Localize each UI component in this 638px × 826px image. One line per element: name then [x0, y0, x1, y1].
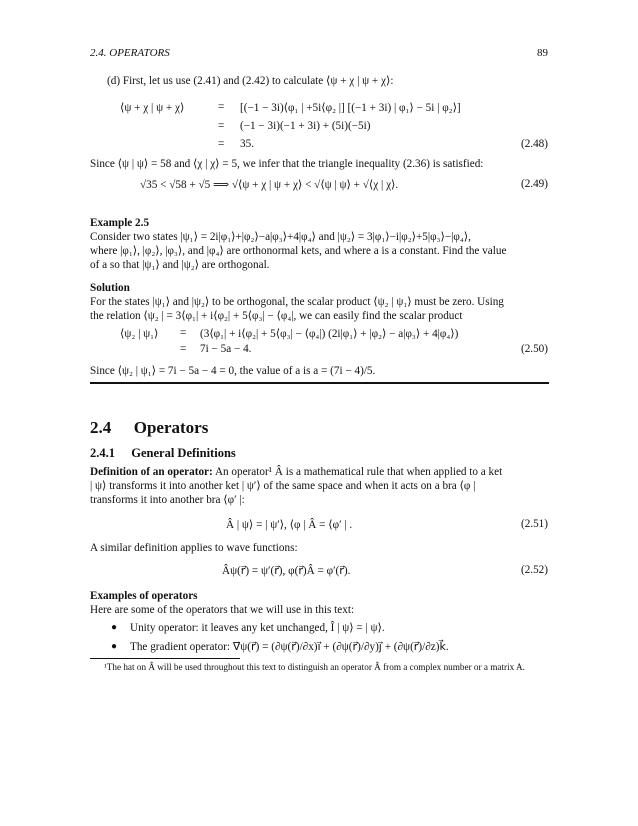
definition-line-3: transforms it into another bra ⟨φ′ |:: [90, 494, 245, 506]
solution-title: Solution: [90, 282, 130, 294]
eq-2-48-rel-1: =: [218, 101, 225, 113]
example-line-1: Consider two states |ψ₁⟩ = 2i|φ₁⟩+|φ₂⟩−a|φ₃⟩+4|φ₄⟩ and |ψ₂⟩ = 3|φ₁⟩−i|φ₂⟩+5|φ₃⟩−|φ₄⟩,: [90, 231, 471, 243]
wave-function-text: A similar definition applies to wave functions:: [90, 542, 298, 554]
footnote: ¹The hat on Â will be used throughout this text to distinguish an operator Â from a complex number or a matrix A.: [104, 662, 525, 672]
solution-conclusion: Since ⟨ψ₂ | ψ₁⟩ = 7i − 5a − 4 = 0, the value of a is a = (7i − 4)/5.: [90, 365, 376, 377]
eq-2-50-rel-2: =: [180, 343, 187, 355]
bullet-dot-icon: ●: [111, 622, 118, 633]
eq-2-49: √35 < √58 + √5 ⟹ √⟨ψ + χ | ψ + χ⟩ < √⟨ψ | ψ⟩ + √⟨χ | χ⟩.: [140, 179, 399, 191]
examples-title: Examples of operators: [90, 590, 198, 602]
example-line-3: of a so that |ψ₁⟩ and |ψ₂⟩ are orthogonal.: [90, 259, 270, 271]
bullet-unity-operator: Unity operator: it leaves any ket unchanged, Î | ψ⟩ = | ψ⟩.: [130, 622, 385, 634]
triangle-inequality-text: Since ⟨ψ | ψ⟩ = 58 and ⟨χ | χ⟩ = 5, we infer that the triangle inequality (2.36) is satisfied:: [90, 158, 484, 170]
section-title: Operators: [133, 418, 209, 437]
page-number: 89: [537, 47, 548, 59]
running-header: 2.4. OPERATORS: [90, 47, 170, 59]
eq-2-50-line-1: (3⟨φ₁| + i⟨φ₂| + 5⟨φ₃| − ⟨φ₄|) (2i|φ₁⟩ + |φ₂⟩ − a|φ₃⟩ + 4|φ₄⟩): [200, 328, 459, 340]
example-line-2: where |φ₁⟩, |φ₂⟩, |φ₃⟩, and |φ₄⟩ are orthonormal kets, and where a is a constant. Find the value: [90, 245, 507, 257]
example-end-rule: [90, 382, 549, 384]
eq-2-50-lhs: ⟨ψ₂ | ψ₁⟩: [120, 328, 159, 340]
eq-2-50-rel-1: =: [180, 327, 187, 339]
eq-2-51: Â | ψ⟩ = | ψ′⟩, ⟨φ | Â = ⟨φ′ | .: [226, 519, 353, 531]
bullet-dot-icon: ●: [111, 641, 118, 652]
eq-2-52: Âψ(r⃗) = ψ′(r⃗), φ(r⃗)Â = φ′(r⃗).: [222, 565, 351, 577]
example-title: Example 2.5: [90, 217, 150, 229]
eq-number-2-52: (2.52): [520, 564, 548, 576]
part-d-intro: (d) First, let us use (2.41) and (2.42) to calculate ⟨ψ + χ | ψ + χ⟩:: [107, 75, 394, 87]
definition-text-1: An operator¹ Â is a mathematical rule that when applied to a ket: [214, 466, 503, 478]
eq-number-2-50: (2.50): [520, 343, 548, 355]
eq-number-2-51: (2.51): [520, 518, 548, 530]
eq-2-48-rel-3: =: [218, 138, 225, 150]
subsection-heading: [90, 446, 236, 461]
subsection-number: 2.4.1: [90, 446, 115, 460]
eq-2-48-rel-2: =: [218, 120, 225, 132]
definition-label: Definition of an operator:: [90, 466, 213, 478]
solution-line-1: For the states |ψ₁⟩ and |ψ₂⟩ to be orthogonal, the scalar product ⟨ψ₂ | ψ₁⟩ must be zero. Using: [90, 296, 504, 308]
eq-2-48-line-2: (−1 − 3i)(−1 + 3i) + (5i)(−5i): [240, 120, 371, 132]
subsection-title: General Definitions: [131, 446, 236, 460]
footnote-rule: [90, 658, 240, 659]
eq-2-48-lhs: ⟨ψ + χ | ψ + χ⟩: [120, 102, 185, 114]
definition-line-2: | ψ⟩ transforms it into another ket | ψ′⟩ of the same space and when it acts on a bra ⟨φ |: [90, 480, 476, 492]
bullet-gradient-operator: The gradient operator: ∇⃗ψ(r⃗) = (∂ψ(r⃗)/∂x)i⃗ + (∂ψ(r⃗)/∂y)j⃗ + (∂ψ(r⃗)/∂z)k⃗.: [130, 641, 449, 653]
section-heading: [90, 418, 208, 438]
section-number: 2.4: [90, 418, 112, 437]
definition-line-1: [90, 465, 502, 479]
eq-2-48-line-1: [(−1 − 3i)⟨φ₁ | +5i⟨φ₂ |] [(−1 + 3i) | φ₁⟩ − 5i | φ₂⟩]: [240, 102, 461, 114]
solution-line-2: the relation ⟨ψ₂ | = 3⟨φ₁| + i⟨φ₂| + 5⟨φ₃| − ⟨φ₄|, we can easily find the scalar product: [90, 310, 463, 322]
examples-intro: Here are some of the operators that we will use in this text:: [90, 604, 355, 616]
eq-number-2-49: (2.49): [520, 178, 548, 190]
eq-number-2-48: (2.48): [520, 138, 548, 150]
eq-2-50-line-2: 7i − 5a − 4.: [200, 343, 252, 355]
eq-2-48-line-3: 35.: [240, 138, 254, 150]
